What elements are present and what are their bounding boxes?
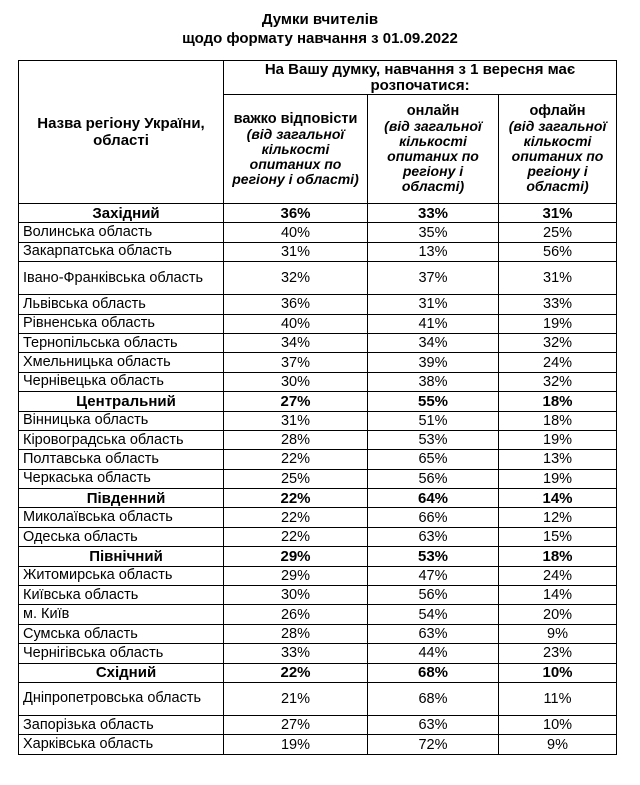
value-hard: 36%: [224, 295, 368, 314]
value-hard: 29%: [224, 566, 368, 585]
oblast-name: Кіровоградська область: [19, 430, 224, 449]
value-hard: 22%: [224, 489, 368, 508]
oblast-name: Київська область: [19, 586, 224, 605]
value-hard: 28%: [224, 624, 368, 643]
document-title: [0, 10, 640, 48]
table-row: [19, 715, 617, 734]
value-online: 39%: [368, 353, 499, 372]
table-row: [19, 262, 617, 295]
region-group-row: [19, 547, 617, 566]
title-line-2: щодо формату навчання з 01.09.2022: [182, 30, 458, 47]
table-row: [19, 469, 617, 488]
table-row: [19, 411, 617, 430]
oblast-name: Волинська область: [19, 223, 224, 242]
value-online: 63%: [368, 715, 499, 734]
value-hard: 40%: [224, 314, 368, 333]
oblast-name: Сумська область: [19, 624, 224, 643]
table-row: [19, 682, 617, 715]
value-online: 63%: [368, 624, 499, 643]
column-note-hard: (від загальної кількості опитаних по регіону і області): [232, 125, 359, 187]
value-hard: 27%: [224, 392, 368, 411]
value-offline: 20%: [499, 605, 617, 624]
value-hard: 37%: [224, 353, 368, 372]
value-offline: 15%: [499, 527, 617, 546]
value-offline: 33%: [499, 295, 617, 314]
table-row: [19, 644, 617, 663]
survey-table: [18, 60, 617, 755]
table-row: [19, 372, 617, 391]
table-row: [19, 450, 617, 469]
value-hard: 26%: [224, 605, 368, 624]
region-group-name: Західний: [19, 204, 224, 223]
region-group-row: [19, 663, 617, 682]
value-online: 56%: [368, 469, 499, 488]
value-offline: 9%: [499, 624, 617, 643]
value-offline: 14%: [499, 586, 617, 605]
value-offline: 18%: [499, 392, 617, 411]
oblast-name: Дніпропетровська область: [19, 682, 224, 715]
value-offline: 32%: [499, 333, 617, 352]
column-header-online: [368, 95, 499, 204]
value-hard: 28%: [224, 430, 368, 449]
value-hard: 31%: [224, 242, 368, 261]
column-header-hard: [224, 95, 368, 204]
region-group-name: Східний: [19, 663, 224, 682]
value-online: 31%: [368, 295, 499, 314]
value-hard: 30%: [224, 586, 368, 605]
value-offline: 23%: [499, 644, 617, 663]
value-hard: 22%: [224, 527, 368, 546]
value-hard: 33%: [224, 644, 368, 663]
value-offline: 10%: [499, 715, 617, 734]
column-note-online: (від загальної кількості опитаних по регіону і області): [384, 118, 482, 194]
oblast-name: Запорізька область: [19, 715, 224, 734]
value-hard: 29%: [224, 547, 368, 566]
value-offline: 18%: [499, 411, 617, 430]
oblast-name: Рівненська область: [19, 314, 224, 333]
region-group-name: Північний: [19, 547, 224, 566]
oblast-name: Закарпатська область: [19, 242, 224, 261]
table-row: [19, 624, 617, 643]
value-online: 72%: [368, 735, 499, 754]
table-row: [19, 508, 617, 527]
oblast-name: Івано-Франківська область: [19, 262, 224, 295]
table-row: [19, 223, 617, 242]
oblast-name: Житомирська область: [19, 566, 224, 585]
value-hard: 31%: [224, 411, 368, 430]
region-group-name: Південний: [19, 489, 224, 508]
value-online: 55%: [368, 392, 499, 411]
region-group-row: [19, 392, 617, 411]
value-online: 44%: [368, 644, 499, 663]
value-online: 47%: [368, 566, 499, 585]
value-online: 34%: [368, 333, 499, 352]
oblast-name: Хмельницька область: [19, 353, 224, 372]
table-row: [19, 242, 617, 261]
table-row: [19, 586, 617, 605]
value-hard: 36%: [224, 204, 368, 223]
value-offline: 19%: [499, 314, 617, 333]
region-group-row: [19, 489, 617, 508]
column-header-offline: [499, 95, 617, 204]
oblast-name: Харківська область: [19, 735, 224, 754]
table-row: [19, 430, 617, 449]
value-online: 66%: [368, 508, 499, 527]
oblast-name: Вінницька область: [19, 411, 224, 430]
value-online: 64%: [368, 489, 499, 508]
value-offline: 18%: [499, 547, 617, 566]
oblast-name: Одеська область: [19, 527, 224, 546]
value-offline: 14%: [499, 489, 617, 508]
table-row: [19, 566, 617, 585]
value-online: 65%: [368, 450, 499, 469]
value-online: 51%: [368, 411, 499, 430]
value-offline: 12%: [499, 508, 617, 527]
table-row: [19, 314, 617, 333]
oblast-name: Львівська область: [19, 295, 224, 314]
value-online: 38%: [368, 372, 499, 391]
value-online: 53%: [368, 430, 499, 449]
value-online: 54%: [368, 605, 499, 624]
column-note-offline: (від загальної кількості опитаних по регіону і області): [508, 118, 607, 194]
value-hard: 21%: [224, 682, 368, 715]
value-offline: 11%: [499, 682, 617, 715]
value-online: 33%: [368, 204, 499, 223]
region-group-name: Центральний: [19, 392, 224, 411]
value-offline: 24%: [499, 353, 617, 372]
table-row: [19, 295, 617, 314]
table-body: [19, 204, 617, 755]
value-online: 35%: [368, 223, 499, 242]
value-offline: 25%: [499, 223, 617, 242]
value-hard: 22%: [224, 663, 368, 682]
value-online: 68%: [368, 682, 499, 715]
value-hard: 19%: [224, 735, 368, 754]
table-row: [19, 735, 617, 754]
value-hard: 22%: [224, 508, 368, 527]
column-label-offline: офлайн: [529, 103, 586, 119]
column-label-online: онлайн: [406, 103, 460, 119]
value-offline: 32%: [499, 372, 617, 391]
title-line-1: Думки вчителів: [261, 11, 379, 28]
table-row: [19, 353, 617, 372]
value-hard: 32%: [224, 262, 368, 295]
value-hard: 40%: [224, 223, 368, 242]
table-row: [19, 527, 617, 546]
column-label-hard: важко відповісти: [233, 110, 358, 127]
oblast-name: Чернівецька область: [19, 372, 224, 391]
value-offline: 24%: [499, 566, 617, 585]
value-hard: 25%: [224, 469, 368, 488]
table-row: [19, 333, 617, 352]
oblast-name: Черкаська область: [19, 469, 224, 488]
value-online: 56%: [368, 586, 499, 605]
value-offline: 19%: [499, 430, 617, 449]
value-offline: 19%: [499, 469, 617, 488]
region-column-header: Назва регіону України, області: [19, 61, 224, 204]
value-online: 13%: [368, 242, 499, 261]
value-hard: 30%: [224, 372, 368, 391]
value-hard: 22%: [224, 450, 368, 469]
value-offline: 56%: [499, 242, 617, 261]
region-group-row: [19, 204, 617, 223]
table-row: [19, 605, 617, 624]
value-offline: 31%: [499, 262, 617, 295]
oblast-name: Миколаївська область: [19, 508, 224, 527]
value-online: 68%: [368, 663, 499, 682]
value-online: 41%: [368, 314, 499, 333]
value-hard: 27%: [224, 715, 368, 734]
oblast-name: м. Київ: [19, 605, 224, 624]
value-hard: 34%: [224, 333, 368, 352]
oblast-name: Чернігівська область: [19, 644, 224, 663]
value-online: 53%: [368, 547, 499, 566]
value-online: 63%: [368, 527, 499, 546]
value-online: 37%: [368, 262, 499, 295]
value-offline: 13%: [499, 450, 617, 469]
value-offline: 10%: [499, 663, 617, 682]
oblast-name: Тернопільська область: [19, 333, 224, 352]
question-header: На Вашу думку, навчання з 1 вересня має розпочатися:: [224, 61, 617, 95]
value-offline: 31%: [499, 204, 617, 223]
oblast-name: Полтавська область: [19, 450, 224, 469]
value-offline: 9%: [499, 735, 617, 754]
